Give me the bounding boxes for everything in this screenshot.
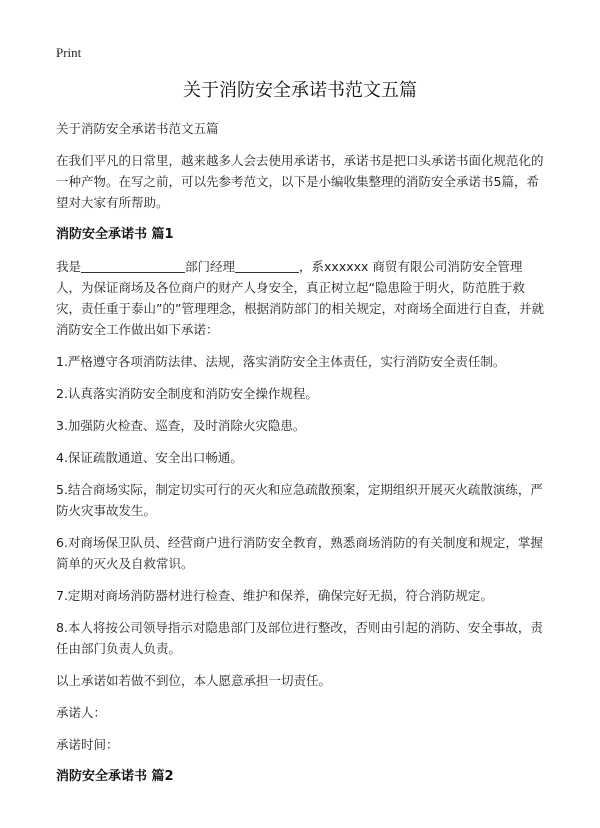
list-item: 1.严格遵守各项消防法律、法规，落实消防安全主体责任，实行消防安全责任制。: [56, 354, 506, 369]
document-body: [56, 118, 546, 798]
list-item: 5.结合商场实际，制定切实可行的灭火和应急疏散预案，定期组织开展灭火疏散演练，严防火灾事故发生。: [56, 482, 543, 518]
subtitle: 关于消防安全承诺书范文五篇: [56, 121, 219, 136]
list-item: 7.定期对商场消防器材进行检查、维护和保养，确保完好无损，符合消防规定。: [56, 588, 493, 603]
opening-text-1: 我是: [56, 259, 82, 274]
page-title: 关于消防安全承诺书范文五篇: [183, 80, 417, 101]
closing-paragraph: 以上承诺如若做不到位，本人愿意承担一切责任。: [56, 673, 332, 688]
time-label: 承诺时间：: [56, 737, 119, 752]
opening-paragraph: [56, 256, 546, 340]
list-item: 8.本人将按公司领导指示对隐患部门及部位进行整改，否则由引起的消防、安全事故，责任由部门负责人负责。: [56, 620, 543, 656]
signer-label: 承诺人：: [56, 705, 107, 720]
opening-text-3: ，系xxxxxx 商贸有限公司消防安全管理人，为保证商场及各位商户的财产人身安全，真正树立起“隐患险于明火，防范胜于救灾，责任重于泰山”的”管理理念，根据消防部门的相关规定，对商场全面进行自查，并就消防安全工作做出如下承诺：: [56, 259, 544, 337]
list-item: 6.对商场保卫队员、经营商户进行消防安全教育，熟悉商场消防的有关制度和规定，掌握简单的灭火及自救常识。: [56, 535, 543, 571]
list-item: 3.加强防火检查、巡查，及时消除火灾隐患。: [56, 418, 306, 433]
intro-paragraph: 在我们平凡的日常里，越来越多人会去使用承诺书，承诺书是把口头承诺书面化规范化的一种产物。在写之前，可以先参考范文，以下是小编收集整理的消防安全承诺书5篇，希望对大家有所帮助。: [56, 153, 544, 210]
opening-text-2: 部门经理: [185, 259, 236, 274]
list-item: 2.认真落实消防安全制度和消防安全操作规程。: [56, 386, 318, 401]
manager-blank: [235, 259, 299, 273]
list-item: 4.保证疏散通道、安全出口畅通。: [56, 450, 243, 465]
name-blank: [81, 259, 185, 273]
print-link[interactable]: Print: [56, 45, 82, 60]
section-heading-2: 消防安全承诺书 篇2: [56, 769, 174, 784]
section-heading-1: 消防安全承诺书 篇1: [56, 227, 174, 242]
